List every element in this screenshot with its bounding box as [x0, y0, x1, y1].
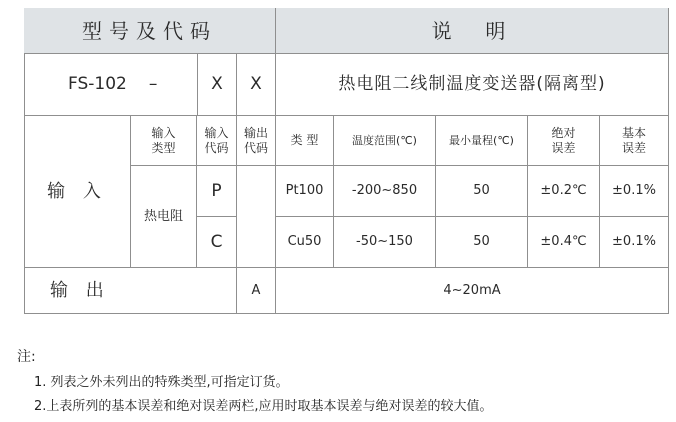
row1-output-code	[237, 166, 276, 268]
basic-error-header: 基本 误差	[600, 116, 669, 166]
header-description: 说 明	[276, 8, 669, 54]
row1-code: P	[197, 166, 237, 217]
row2-range: -50~150	[334, 217, 436, 268]
input-type-value: 热电阻	[131, 166, 197, 268]
model-dash: –	[148, 74, 158, 95]
row2-code: C	[197, 217, 237, 268]
note-item-1: 1. 列表之外未列出的特殊类型,可指定订货。	[34, 375, 289, 390]
product-description: 热电阻二线制温度变送器(隔离型)	[276, 54, 669, 116]
row1-type: Pt100	[276, 166, 334, 217]
model-code-2: X	[237, 54, 276, 116]
output-value: 4~20mA	[276, 268, 669, 314]
row1-min-span: 50	[436, 166, 528, 217]
row2-type: Cu50	[276, 217, 334, 268]
notes-title: 注:	[17, 349, 36, 365]
abs-error-header: 绝对 误差	[528, 116, 600, 166]
output-code-header: 输出 代码	[237, 116, 276, 166]
min-span-header: 最小量程(℃)	[436, 116, 528, 166]
model-name: FS-102	[68, 74, 127, 95]
input-code-header: 输入 代码	[197, 116, 237, 166]
type-header: 类 型	[276, 116, 334, 166]
model-code-1: X	[197, 54, 237, 116]
row2-basic-error: ±0.1%	[600, 217, 669, 268]
temp-range-header: 温度范围(℃)	[334, 116, 436, 166]
row1-range: -200~850	[334, 166, 436, 217]
input-section-label: 输 入	[24, 116, 131, 268]
row2-min-span: 50	[436, 217, 528, 268]
header-model-code: 型号及代码	[24, 8, 276, 54]
output-code: A	[237, 268, 276, 314]
note-item-2: 2.上表所列的基本误差和绝对误差两栏,应用时取基本误差与绝对误差的较大值。	[34, 399, 493, 414]
row1-basic-error: ±0.1%	[600, 166, 669, 217]
model-number	[24, 54, 197, 116]
row2-abs-error: ±0.4℃	[528, 217, 600, 268]
row1-abs-error: ±0.2℃	[528, 166, 600, 217]
output-section-label: 输 出	[24, 268, 237, 314]
input-type-header: 输入 类型	[131, 116, 197, 166]
